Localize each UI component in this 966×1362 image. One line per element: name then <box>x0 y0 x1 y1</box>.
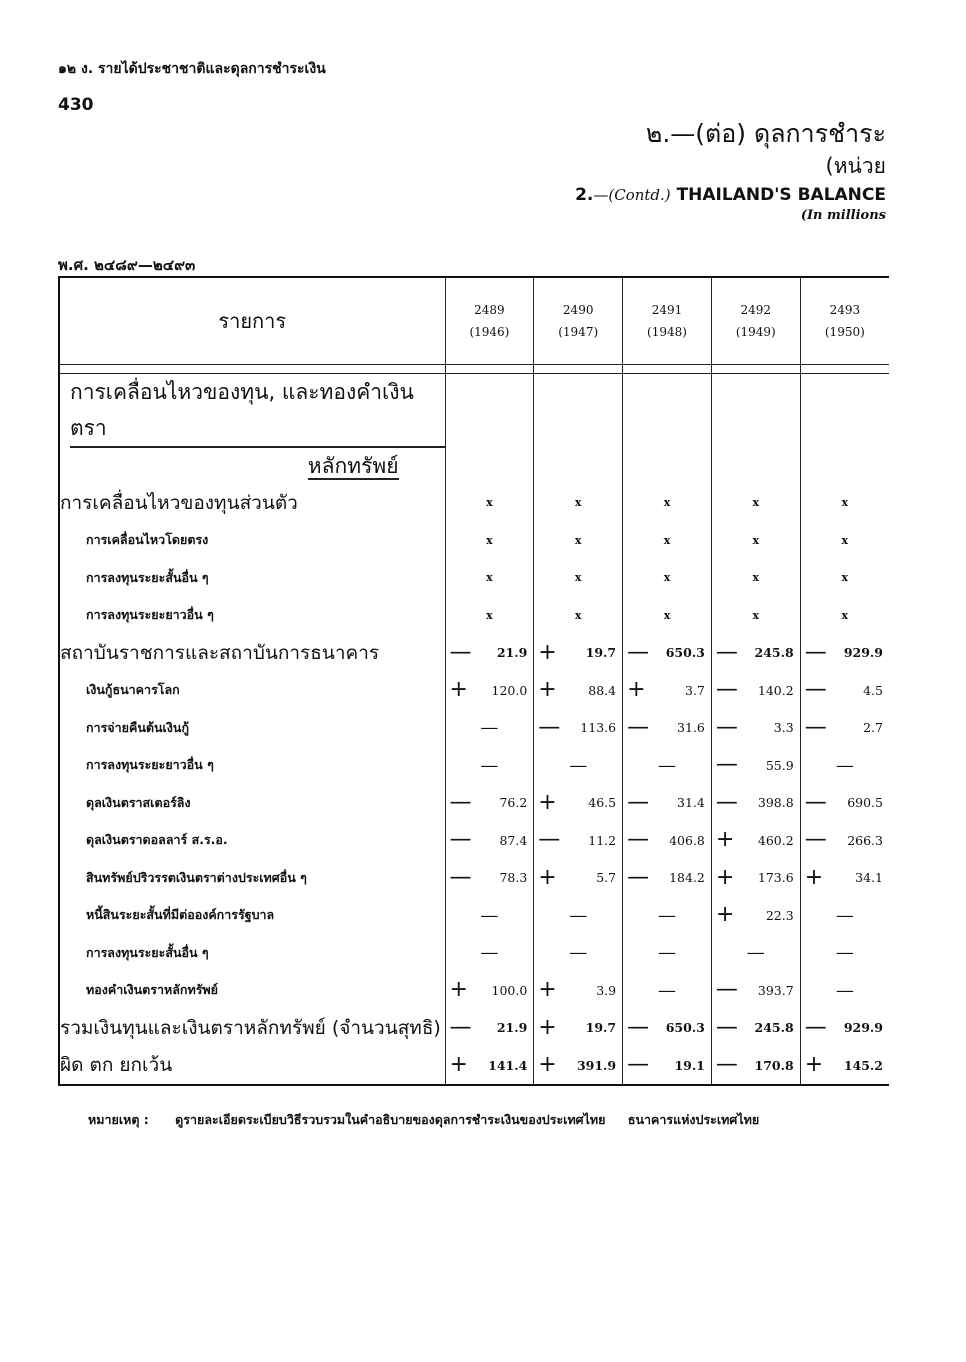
value-number: — <box>835 904 854 926</box>
value-cell <box>623 484 712 522</box>
value-cell <box>623 747 712 785</box>
footnote <box>88 1110 759 1130</box>
value-cell <box>534 634 623 672</box>
value-number: 245.8 <box>754 645 794 661</box>
value-cell <box>534 559 623 597</box>
value-cell <box>711 1047 800 1086</box>
value-number: 929.9 <box>843 645 883 661</box>
value-cell <box>534 1009 623 1047</box>
sign-mark: — <box>715 789 738 815</box>
value-cell <box>534 672 623 710</box>
row-label: การเคลื่อนไหวของทุนส่วนตัว <box>60 491 298 514</box>
value-number: x <box>752 533 760 547</box>
value-cell <box>623 522 712 560</box>
row-label: สินทรัพย์ปริวรรตเงินตราต่างประเทศอื่น ๆ <box>86 869 307 885</box>
row-label: การลงทุนระยะสั้นอื่น ๆ <box>86 944 209 960</box>
sign-mark: + <box>538 1052 557 1078</box>
row-label: เงินกู้ธนาคารโลก <box>86 682 180 698</box>
year-header <box>534 277 623 365</box>
sign-mark: — <box>627 789 650 815</box>
value-number: 34.1 <box>855 870 883 886</box>
sign-mark: + <box>627 677 646 703</box>
value-number: 460.2 <box>757 832 794 848</box>
sign-mark: + <box>538 639 557 665</box>
value-cell <box>534 859 623 897</box>
table-row <box>59 484 889 522</box>
value-number: 170.8 <box>754 1057 794 1073</box>
value-number: x <box>486 608 493 622</box>
value-cell <box>623 822 712 860</box>
value-cell <box>711 934 800 972</box>
footnote-source: ธนาคารแห่งประเทศไทย <box>627 1112 760 1127</box>
value-cell <box>800 672 889 710</box>
sign-mark: — <box>804 827 827 853</box>
year-ad: (1947) <box>558 325 599 339</box>
year-be: 2492 <box>740 303 772 317</box>
value-number: 145.2 <box>843 1057 883 1073</box>
value-number: 100.0 <box>491 982 528 998</box>
value-number: — <box>480 904 499 926</box>
section-heading-row <box>59 374 889 485</box>
value-cell <box>623 1009 712 1047</box>
sign-mark: — <box>627 639 650 665</box>
value-cell <box>534 597 623 635</box>
year-ad: (1950) <box>824 325 865 339</box>
value-cell <box>445 1047 534 1086</box>
value-number: — <box>657 754 676 776</box>
value-number: 393.7 <box>757 982 794 998</box>
value-cell <box>445 822 534 860</box>
table-row <box>59 934 889 972</box>
value-number: 3.9 <box>596 982 617 998</box>
value-cell <box>800 597 889 635</box>
header-row <box>59 277 889 365</box>
table-row <box>59 1009 889 1047</box>
sign-mark: — <box>715 639 738 665</box>
value-number: — <box>835 942 854 964</box>
value-number: — <box>569 942 588 964</box>
sign-mark: — <box>804 639 827 665</box>
value-cell <box>534 709 623 747</box>
value-cell <box>800 859 889 897</box>
value-number: 3.3 <box>773 720 794 736</box>
en-title-prefix: 2. <box>575 185 594 205</box>
table-row <box>59 522 889 560</box>
sign-mark: — <box>715 977 738 1003</box>
value-cell <box>445 597 534 635</box>
year-ad: (1949) <box>735 325 776 339</box>
row-label: การลงทุนระยะสั้นอื่น ๆ <box>86 569 209 585</box>
value-cell <box>711 972 800 1010</box>
year-ad: (1946) <box>469 325 510 339</box>
table-row <box>59 822 889 860</box>
value-cell <box>445 634 534 672</box>
value-number: — <box>835 754 854 776</box>
value-number: x <box>574 608 582 622</box>
table-row <box>59 1047 889 1086</box>
sign-mark: — <box>627 1052 650 1078</box>
sign-mark: — <box>715 677 738 703</box>
sign-mark: + <box>715 902 735 928</box>
value-number: x <box>574 571 582 585</box>
value-cell <box>800 934 889 972</box>
sign-mark: + <box>538 1014 557 1040</box>
value-number: 140.2 <box>757 682 794 698</box>
item-column-header: รายการ <box>59 277 445 365</box>
sign-mark: + <box>538 864 557 890</box>
sign-mark: — <box>715 714 738 740</box>
value-number: 21.9 <box>496 645 528 661</box>
sign-mark: — <box>627 827 650 853</box>
value-number: 391.9 <box>576 1057 617 1073</box>
sign-mark: + <box>538 977 557 1003</box>
row-label: การลงทุนระยะยาวอื่น ๆ <box>86 757 214 773</box>
value-cell <box>800 747 889 785</box>
year-be: 2489 <box>474 303 505 317</box>
value-number: — <box>569 754 588 776</box>
sign-mark: — <box>449 639 472 665</box>
value-number: 22.3 <box>765 907 794 923</box>
row-label: หนี้สินระยะสั้นที่มีต่อองค์การรัฐบาล <box>86 907 275 923</box>
table-row <box>59 859 889 897</box>
value-cell <box>800 634 889 672</box>
value-cell <box>623 859 712 897</box>
value-cell <box>800 897 889 935</box>
sign-mark: — <box>715 752 738 778</box>
value-number: x <box>841 571 849 585</box>
value-cell <box>800 784 889 822</box>
value-cell <box>711 709 800 747</box>
value-number: — <box>657 979 676 1001</box>
value-number: — <box>746 942 765 964</box>
sign-mark: — <box>627 714 650 740</box>
value-cell <box>534 972 623 1010</box>
value-number: x <box>574 496 582 510</box>
year-be: 2493 <box>829 303 861 317</box>
sign-mark: + <box>538 789 557 815</box>
table-row <box>59 972 889 1010</box>
sign-mark: — <box>804 789 827 815</box>
sign-mark: — <box>715 1052 738 1078</box>
sign-mark: + <box>449 677 468 703</box>
value-number: x <box>663 533 671 547</box>
value-number: 406.8 <box>669 832 705 848</box>
value-cell <box>445 522 534 560</box>
value-cell <box>623 634 712 672</box>
value-cell <box>800 822 889 860</box>
sign-mark: + <box>804 1052 824 1078</box>
value-number: 19.7 <box>585 1020 617 1036</box>
value-cell <box>623 934 712 972</box>
value-cell <box>800 1009 889 1047</box>
value-number: 173.6 <box>757 870 794 886</box>
page-number: 430 <box>58 95 94 115</box>
value-cell <box>623 972 712 1010</box>
sign-mark: — <box>449 789 472 815</box>
value-number: — <box>657 904 676 926</box>
value-cell <box>711 897 800 935</box>
value-number: 141.4 <box>488 1057 528 1073</box>
value-cell <box>623 1047 712 1086</box>
value-cell <box>534 522 623 560</box>
value-cell <box>534 784 623 822</box>
balance-of-payments-table <box>58 276 889 1086</box>
header-spacer <box>59 365 889 374</box>
value-cell <box>711 522 800 560</box>
value-cell <box>711 784 800 822</box>
table-row <box>59 897 889 935</box>
year-header <box>445 277 534 365</box>
year-be: 2490 <box>562 303 594 317</box>
value-cell <box>445 897 534 935</box>
value-number: — <box>569 904 588 926</box>
value-cell <box>445 559 534 597</box>
value-cell <box>445 784 534 822</box>
value-number: 650.3 <box>665 1020 705 1036</box>
value-cell <box>711 559 800 597</box>
running-head: ๑๒ ง. รายได้ประชาชาติและดุลการชำระเงิน <box>58 61 326 77</box>
value-number: x <box>574 533 582 547</box>
value-cell <box>711 672 800 710</box>
sign-mark: — <box>538 827 561 853</box>
sign-mark: — <box>449 1014 472 1040</box>
value-cell <box>623 559 712 597</box>
table-row <box>59 634 889 672</box>
value-cell <box>800 559 889 597</box>
en-title-main: THAILAND'S BALANCE <box>676 185 886 205</box>
value-number: x <box>663 496 671 510</box>
table-row <box>59 747 889 785</box>
sign-mark: + <box>538 677 557 703</box>
value-number: 19.7 <box>585 645 617 661</box>
row-label: การจ่ายคืนต้นเงินกู้ <box>86 719 190 735</box>
value-number: 31.4 <box>677 795 705 811</box>
sign-mark: + <box>449 977 468 1003</box>
value-cell <box>534 934 623 972</box>
value-cell <box>711 484 800 522</box>
value-cell <box>711 859 800 897</box>
value-cell <box>711 597 800 635</box>
value-cell <box>800 709 889 747</box>
row-label: ผิด ตก ยกเว้น <box>60 1054 173 1077</box>
footnote-label: หมายเหตุ : <box>88 1112 149 1127</box>
row-label: รวมเงินทุนและเงินตราหลักทรัพย์ (จำนวนสุทธิ) <box>60 1016 441 1039</box>
value-cell <box>711 634 800 672</box>
thai-unit-label: (หน่วย <box>825 154 886 178</box>
section-heading-line2: หลักทรัพย์ <box>307 454 399 478</box>
value-cell <box>445 484 534 522</box>
english-unit-label: (In millions <box>800 208 886 223</box>
value-number: 21.9 <box>496 1020 528 1036</box>
value-cell <box>800 522 889 560</box>
sign-mark: — <box>449 827 472 853</box>
value-cell <box>711 1009 800 1047</box>
sign-mark: — <box>804 677 827 703</box>
value-cell <box>711 747 800 785</box>
sign-mark: — <box>804 1014 827 1040</box>
en-title-contd: —(Contd.) <box>593 186 671 204</box>
value-number: 398.8 <box>757 795 794 811</box>
value-number: 78.3 <box>499 870 528 886</box>
section-heading <box>59 374 445 485</box>
row-label: สถาบันราชการและสถาบันการธนาคาร <box>60 641 380 664</box>
sign-mark: + <box>804 864 824 890</box>
value-cell <box>623 597 712 635</box>
value-number: x <box>841 533 849 547</box>
value-number: — <box>480 717 499 739</box>
row-label: ทองคำเงินตราหลักทรัพย์ <box>86 982 218 998</box>
value-number: 929.9 <box>843 1020 883 1036</box>
thai-table-title: ๒.—(ต่อ) ดุลการชำระ <box>645 119 886 148</box>
row-label: การลงทุนระยะยาวอื่น ๆ <box>86 607 214 623</box>
table-row <box>59 709 889 747</box>
period-label: พ.ศ. ๒๔๘๙—๒๔๙๓ <box>58 256 196 274</box>
year-ad: (1948) <box>647 325 687 339</box>
value-number: 113.6 <box>580 720 617 736</box>
value-number: x <box>752 571 760 585</box>
value-cell <box>623 672 712 710</box>
value-cell <box>623 784 712 822</box>
value-cell <box>445 709 534 747</box>
value-cell <box>445 934 534 972</box>
table-row <box>59 597 889 635</box>
value-number: 76.2 <box>499 795 528 811</box>
value-number: 11.2 <box>588 832 617 848</box>
value-number: 46.5 <box>588 795 617 811</box>
value-number: 2.7 <box>863 720 883 736</box>
value-cell <box>534 1047 623 1086</box>
table-row <box>59 559 889 597</box>
value-cell <box>534 822 623 860</box>
value-number: 650.3 <box>665 645 705 661</box>
value-cell <box>445 972 534 1010</box>
table-row <box>59 672 889 710</box>
section-heading-line1: การเคลื่อนไหวของทุน, และทองคำเงินตรา <box>70 374 445 448</box>
sign-mark: + <box>449 1052 468 1078</box>
value-cell <box>800 972 889 1010</box>
value-number: 4.5 <box>863 682 883 698</box>
value-number: 31.6 <box>677 720 705 736</box>
value-number: x <box>486 533 493 547</box>
value-number: 87.4 <box>499 832 528 848</box>
value-cell <box>534 747 623 785</box>
value-cell <box>445 859 534 897</box>
year-be: 2491 <box>651 303 683 317</box>
table-row <box>59 784 889 822</box>
value-number: x <box>841 496 849 510</box>
year-header <box>623 277 712 365</box>
value-number: 690.5 <box>847 795 883 811</box>
value-number: x <box>752 608 760 622</box>
value-cell <box>534 484 623 522</box>
sign-mark: — <box>715 1014 738 1040</box>
value-number: 19.1 <box>674 1057 705 1073</box>
row-label: ดุลเงินตราสเตอร์ลิง <box>86 794 191 810</box>
footnote-text: ดูรายละเอียดระเบียบวิธีรวบรวมในคำอธิบายของดุลการชำระเงินของประเทศไทย <box>175 1112 606 1127</box>
value-number: 55.9 <box>765 757 794 773</box>
value-number: 245.8 <box>754 1020 794 1036</box>
value-number: — <box>835 979 854 1001</box>
value-number: x <box>663 608 671 622</box>
value-cell <box>711 822 800 860</box>
value-number: 88.4 <box>588 682 617 698</box>
value-number: x <box>663 571 671 585</box>
sign-mark: — <box>627 1014 650 1040</box>
value-number: — <box>657 942 676 964</box>
value-cell <box>623 709 712 747</box>
value-number: — <box>480 754 499 776</box>
value-number: x <box>486 496 493 510</box>
value-number: — <box>480 942 499 964</box>
sign-mark: + <box>715 864 735 890</box>
english-table-title <box>575 185 886 205</box>
value-number: x <box>486 571 493 585</box>
row-label: ดุลเงินตราดอลลาร์ ส.ร.อ. <box>86 832 228 848</box>
sign-mark: — <box>538 714 561 740</box>
value-cell <box>445 672 534 710</box>
sign-mark: + <box>715 827 735 853</box>
value-cell <box>800 484 889 522</box>
value-number: 5.7 <box>596 870 617 886</box>
value-number: x <box>841 608 849 622</box>
year-header <box>800 277 889 365</box>
row-label: การเคลื่อนไหวโดยตรง <box>86 532 209 548</box>
sign-mark: — <box>449 864 472 890</box>
value-number: 120.0 <box>491 682 528 698</box>
value-cell <box>534 897 623 935</box>
value-cell <box>623 897 712 935</box>
value-cell <box>445 1009 534 1047</box>
value-cell <box>445 747 534 785</box>
value-number: 3.7 <box>685 682 705 698</box>
value-cell <box>800 1047 889 1086</box>
value-number: 184.2 <box>669 870 705 886</box>
value-number: x <box>752 496 760 510</box>
sign-mark: — <box>804 714 827 740</box>
year-header <box>711 277 800 365</box>
sign-mark: — <box>627 864 650 890</box>
value-number: 266.3 <box>847 832 883 848</box>
